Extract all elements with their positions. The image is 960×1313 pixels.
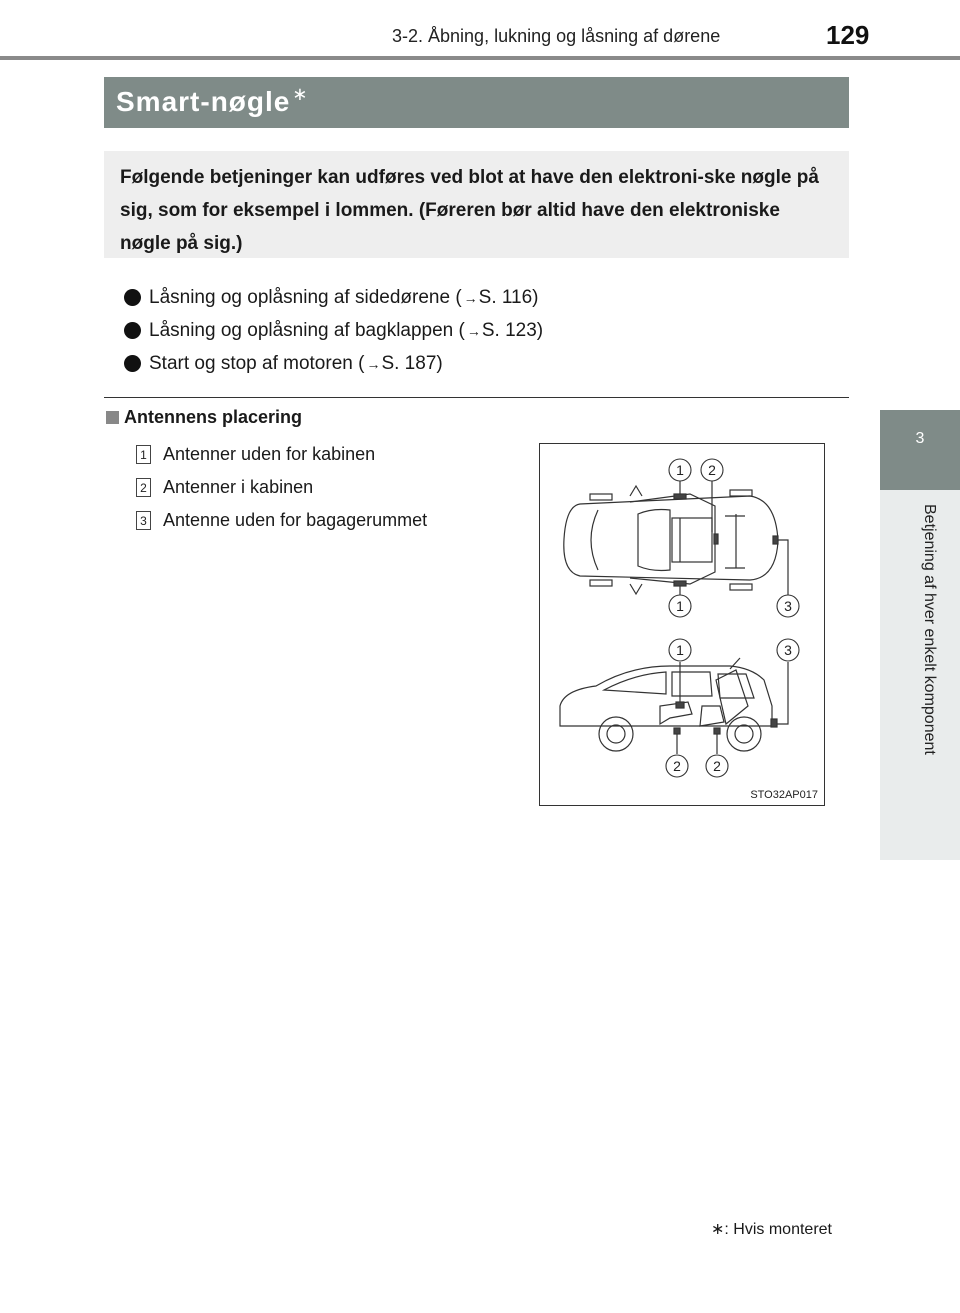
number-badge: 2: [136, 478, 151, 497]
section-divider: [104, 397, 849, 398]
callout-1: 1: [676, 642, 684, 658]
antenna-list: [136, 438, 427, 537]
list-item: [136, 504, 427, 537]
callout-3: 3: [784, 598, 792, 614]
arrow-icon: →: [366, 355, 381, 372]
operation-list: [124, 281, 824, 380]
page-reference[interactable]: S. 187): [381, 352, 443, 374]
figure-code: STO32AP017: [750, 789, 818, 801]
list-item: [124, 281, 824, 314]
chapter-label-tab: [880, 490, 960, 860]
callout-3: 3: [784, 642, 792, 658]
list-item: [136, 471, 427, 504]
page-reference[interactable]: S. 123): [481, 319, 544, 341]
intro-box: [104, 151, 849, 258]
list-item: [124, 347, 824, 380]
callout-2: 2: [673, 758, 681, 774]
list-item: [136, 438, 427, 471]
bullet-text: Låsning og oplåsning af bagklappen (: [149, 319, 465, 341]
callout-2: 2: [708, 462, 716, 478]
car-diagram: [540, 444, 824, 805]
number-badge: 1: [136, 445, 151, 464]
item-text: Antenner i kabinen: [163, 477, 314, 497]
chapter-number: 3: [915, 430, 925, 447]
intro-text: Følgende betjeninger kan udføres ved blot at have den elektroni-ske nøgle på sig, som for eksempel i lommen. (Føreren bør altid have den elektroniske nøgle på sig.): [120, 167, 819, 254]
bullet-text: Låsning og oplåsning af sidedørene (: [149, 286, 462, 308]
page-title: [116, 86, 308, 118]
section-title: 3-2. Åbning, lukning og låsning af dørene: [392, 26, 721, 46]
item-text: Antenne uden for bagagerummet: [163, 510, 428, 530]
chapter-label: Betjening af hver enkelt komponent: [921, 504, 938, 755]
chapter-tab[interactable]: [880, 410, 960, 490]
bullet-icon: [124, 355, 141, 372]
number-badge: 3: [136, 511, 151, 530]
subsection-heading-text: Antennens placering: [124, 407, 303, 427]
page-number: 129: [826, 20, 870, 50]
title-text: Smart-nøgle: [116, 86, 291, 117]
title-asterisk: ∗: [292, 84, 309, 104]
callout-2: 2: [713, 758, 721, 774]
subsection-heading: [106, 407, 302, 428]
car-top-outline: [564, 496, 778, 580]
callout-1: 1: [676, 598, 684, 614]
footnote: ∗: Hvis monteret: [711, 1221, 832, 1238]
callout-1: 1: [676, 462, 684, 478]
bullet-icon: [124, 289, 141, 306]
square-bullet-icon: [106, 411, 119, 424]
item-text: Antenner uden for kabinen: [163, 444, 376, 464]
arrow-icon: →: [463, 289, 478, 306]
antenna-location-figure: [539, 443, 825, 806]
title-bar: [104, 77, 849, 128]
bullet-text: Start og stop af motoren (: [149, 352, 365, 374]
bullet-icon: [124, 322, 141, 339]
page-reference[interactable]: S. 116): [478, 286, 539, 308]
list-item: [124, 314, 824, 347]
header-divider: [0, 56, 960, 60]
arrow-icon: →: [466, 322, 481, 339]
